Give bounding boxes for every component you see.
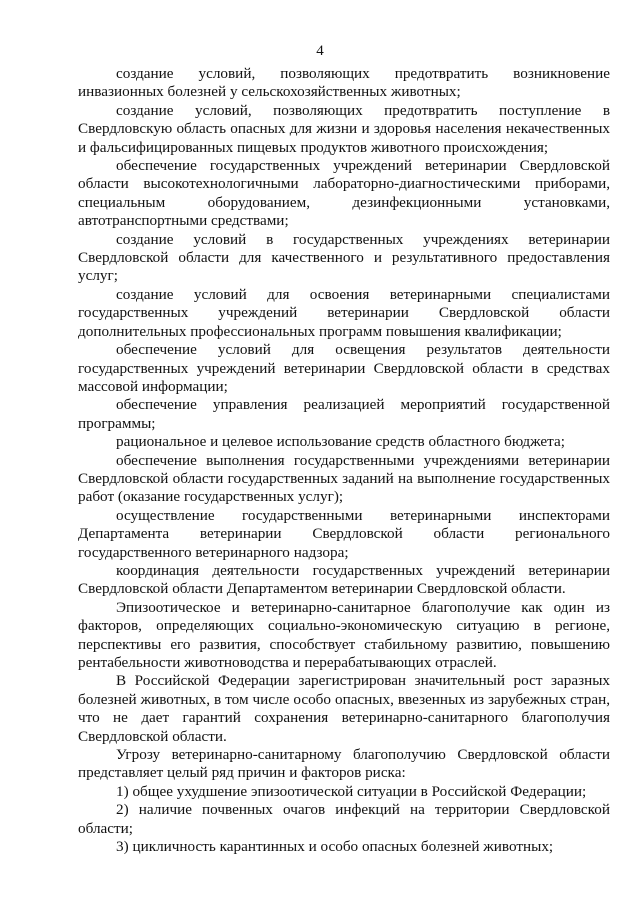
- list-item: 2) наличие почвенных очагов инфекций на территории Свердловской области;: [78, 801, 610, 837]
- list-item: 1) общее ухудшение эпизоотической ситуации в Российской Федерации;: [116, 782, 587, 800]
- list-item: 3) цикличность карантинных и особо опасных болезней животных;: [116, 838, 554, 856]
- paragraph: осуществление государственными ветеринарными инспекторами Департамента ветеринарии Свердловской области регионального государственного ветеринарного надзора;: [78, 506, 610, 561]
- document-body: [78, 65, 610, 856]
- paragraph: обеспечение выполнения государственными учреждениями ветеринарии Свердловской области государственных заданий на выполнение государственных работ (оказание государственных услуг);: [78, 451, 610, 506]
- paragraph: создание условий в государственных учреждениях ветеринарии Свердловской области для качественного и результативного предоставления услуг;: [78, 230, 610, 285]
- paragraph: Эпизоотическое и ветеринарно-санитарное благополучие как один из факторов, определяющих социально-экономическую ситуацию в регионе, перспективы его развития, способствует стабильному развитию, повышению рентабельности животноводства и перерабатывающих отраслей.: [78, 598, 610, 671]
- paragraph: создание условий, позволяющих предотвратить возникновение инвазионных болезней у сельскохозяйственных животных;: [78, 65, 610, 101]
- paragraph: создание условий, позволяющих предотвратить поступление в Свердловскую область опасных для жизни и здоровья населения некачественных и фальсифицированных пищевых продуктов животного происхождения;: [78, 101, 610, 156]
- paragraph: В Российской Федерации зарегистрирован значительный рост заразных болезней животных, в том числе особо опасных, ввезенных из зарубежных стран, что не дает гарантий сохранения ветеринарно-санитарного благополучия Свердловской области.: [78, 672, 610, 745]
- page-number: 4: [316, 43, 324, 59]
- paragraph: координация деятельности государственных учреждений ветеринарии Свердловской области Департаментом ветеринарии Свердловской области.: [78, 561, 610, 598]
- paragraph: рациональное и целевое использование средств областного бюджета;: [116, 433, 565, 451]
- paragraph: обеспечение условий для освещения результатов деятельности государственных учреждений ветеринарии Свердловской области в средствах массовой информации;: [78, 341, 610, 395]
- paragraph: обеспечение государственных учреждений ветеринарии Свердловской области высокотехнологичными лабораторно-диагностическими приборами, специальным оборудованием, дезинфекционными установками, автотранспортными средствами;: [78, 157, 610, 230]
- paragraph: создание условий для освоения ветеринарными специалистами государственных учреждений ветеринарии Свердловской области дополнительных профессиональных программ повышения квалификации;: [78, 285, 610, 340]
- paragraph: обеспечение управления реализацией мероприятий государственной программы;: [78, 396, 610, 432]
- paragraph: Угрозу ветеринарно-санитарному благополучию Свердловской области представляет целый ряд причин и факторов риска:: [78, 746, 610, 782]
